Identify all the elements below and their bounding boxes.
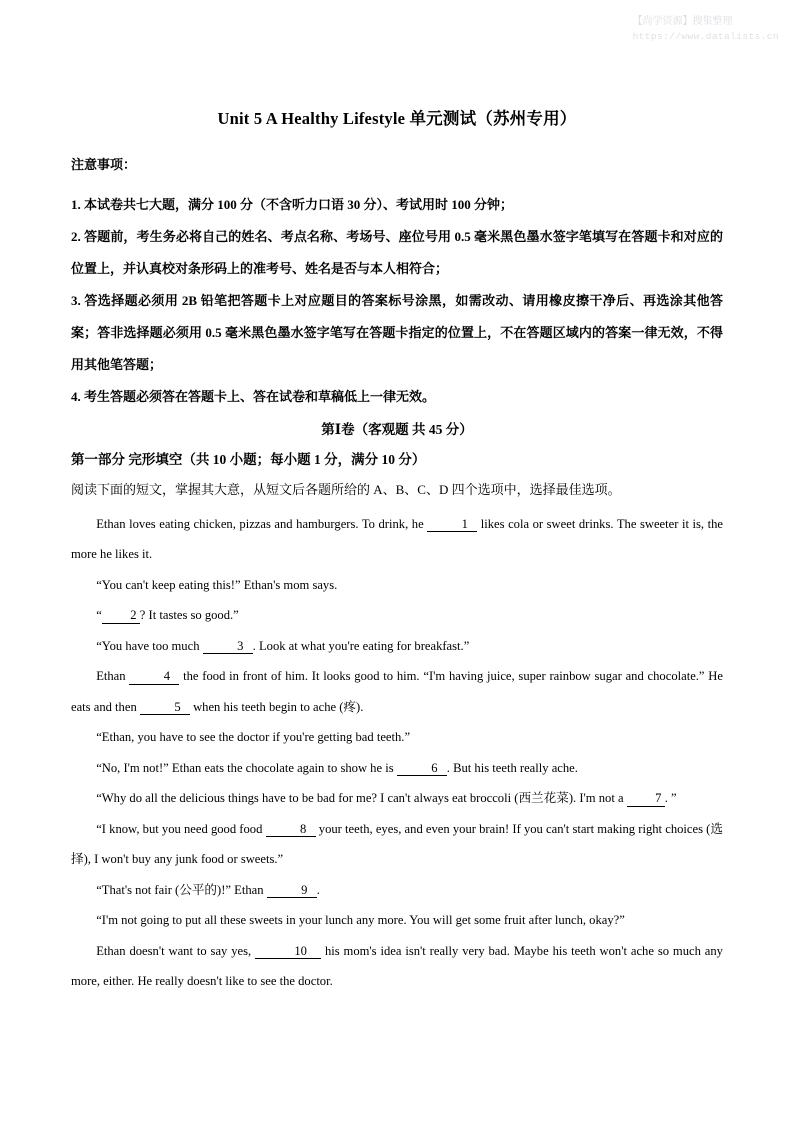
paper-part-heading: 第Ⅰ卷（客观题 共 45 分） <box>321 421 473 437</box>
passage-text: likes cola or sweet drinks. The sweeter it is, the more he likes it. <box>71 516 723 562</box>
passage-text: when his teeth begin to ache (疼). <box>193 699 364 714</box>
document-content <box>71 108 723 997</box>
passage-text: “That's not fair (公平的)!” Ethan <box>96 882 264 897</box>
cloze-blank-8[interactable]: 8 <box>266 823 316 837</box>
notice-item-1: 1. 本试卷共七大题，满分 100 分（不含听力口语 30 分）、考试用时 100 分钟； <box>71 196 514 212</box>
passage-paragraph-1 <box>71 509 723 570</box>
notice-item-4: 4. 考生答题必须答在答题卡上、答在试卷和草稿低上一律无效。 <box>71 388 436 404</box>
cloze-blank-1[interactable]: 1 <box>427 518 477 532</box>
watermark-source-label: 【尚学资源】搜集整理 <box>632 16 733 27</box>
cloze-blank-6[interactable]: 6 <box>397 762 447 776</box>
passage-paragraph-6 <box>71 722 723 753</box>
passage-paragraph-11 <box>71 905 723 936</box>
cloze-instruction: 阅读下面的短文，掌握其大意，从短文后各题所给的 A、B、C、D 四个选项中，选择最佳选项。 <box>71 481 621 497</box>
passage-text: . But his teeth really ache. <box>446 760 578 775</box>
passage-text: “You can't keep eating this!” Ethan's mom says. <box>96 577 338 592</box>
passage-text: “Why do all the delicious things have to be bad for me? I can't always eat broccoli (西兰花菜). I'm not a <box>96 791 624 806</box>
notice-item-3: 3. 答选择题必须用 2B 铅笔把答题卡上对应题目的答案标号涂黑，如需改动、请用橡皮擦干净后、再选涂其他答案；答非选择题必须用 0.5 毫米黑色墨水签字笔写在答题卡指定的位置上，不在答题区域内的答案一律无效，不得用其他笔答题； <box>71 292 723 372</box>
cloze-blank-9[interactable]: 9 <box>267 884 317 898</box>
watermark-url: https://www.datalists.cn <box>632 30 779 42</box>
section-heading-cloze: 第一部分 完形填空（共 10 小题；每小题 1 分，满分 10 分） <box>71 451 426 467</box>
passage-text: ? It tastes so good.” <box>139 608 239 623</box>
passage-text: his mom's idea isn't really very bad. Maybe his teeth won't ache so much any more, either. He really doesn't like to see the doctor. <box>71 943 723 989</box>
passage-text: Ethan <box>96 669 126 684</box>
passage-text: Ethan loves eating chicken, pizzas and hamburgers. To drink, he <box>96 516 424 531</box>
passage-text: “No, I'm not!” Ethan eats the chocolate again to show he is <box>96 760 394 775</box>
passage-paragraph-12 <box>71 936 723 997</box>
passage-text: . <box>316 882 320 897</box>
passage-text: . Look at what you're eating for breakfast.” <box>252 638 470 653</box>
passage-paragraph-8 <box>71 783 723 814</box>
passage-paragraph-4 <box>71 631 723 662</box>
passage-paragraph-2 <box>71 570 723 601</box>
cloze-blank-3[interactable]: 3 <box>203 640 253 654</box>
passage-text: “ <box>96 608 102 623</box>
cloze-blank-4[interactable]: 4 <box>129 670 179 684</box>
notice-item-2: 2. 答题前，考生务必将自己的姓名、考点名称、考场号、座位号用 0.5 毫米黑色墨水签字笔填写在答题卡和对应的位置上，并认真校对条形码上的准考号、姓名是否与本人相符合； <box>71 228 723 276</box>
passage-text: Ethan doesn't want to say yes, <box>96 943 252 958</box>
passage-text: your teeth, eyes, and even your brain! If you can't start making right choices (选择), I won't buy any junk food or sweets.” <box>71 821 723 867</box>
cloze-blank-5[interactable]: 5 <box>140 701 190 715</box>
passage-paragraph-5 <box>71 661 723 722</box>
passage-paragraph-7 <box>71 753 723 784</box>
page-title: Unit 5 A Healthy Lifestyle 单元测试（苏州专用） <box>217 109 577 128</box>
passage-text: the food in front of him. It looks good to him. “I'm having juice, super rainbow sugar and chocolate.” He eats and then <box>71 669 723 714</box>
cloze-blank-10[interactable]: 10 <box>255 945 321 959</box>
cloze-blank-7[interactable]: 7 <box>627 792 665 806</box>
cloze-blank-2[interactable]: 2 <box>102 609 140 623</box>
passage-text: “You have too much <box>96 638 200 653</box>
passage-text: . ” <box>664 791 677 806</box>
passage-text: “I know, but you need good food <box>96 821 263 836</box>
passage-text: “I'm not going to put all these sweets in your lunch any more. You will get some fruit after lunch, okay?” <box>96 913 625 928</box>
passage-text: “Ethan, you have to see the doctor if you're getting bad teeth.” <box>96 730 411 745</box>
passage-paragraph-9 <box>71 814 723 875</box>
watermark <box>633 14 779 44</box>
passage-paragraph-3 <box>71 600 723 631</box>
notice-heading: 注意事项： <box>71 157 137 173</box>
passage-paragraph-10 <box>71 875 723 906</box>
